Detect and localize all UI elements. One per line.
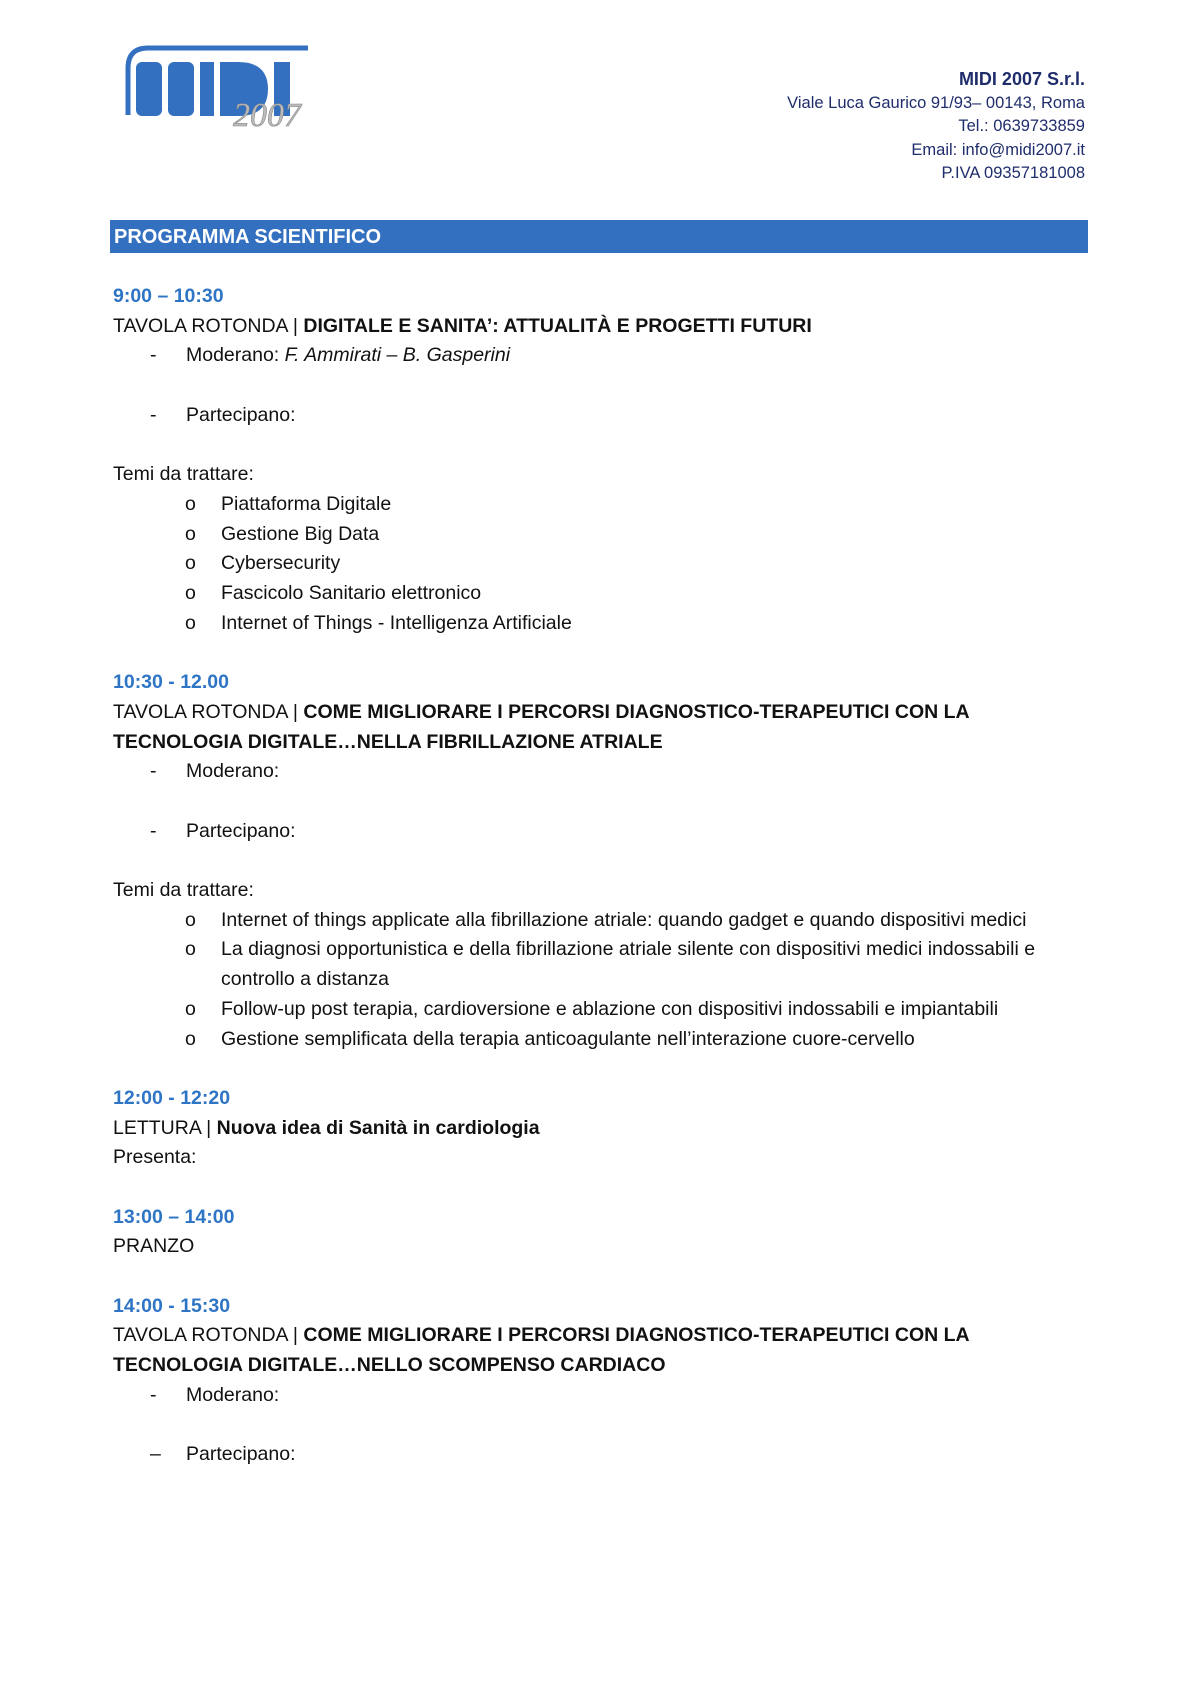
moderators-line: [113, 1381, 1093, 1411]
section-banner: PROGRAMMA SCIENTIFICO: [110, 220, 1088, 253]
participants-line: [113, 1440, 1093, 1470]
list-item: [113, 490, 1093, 520]
topic-text: Internet of Things - Intelligenza Artificiale: [221, 611, 572, 634]
topic-text: Internet of things applicate alla fibrillazione atriale: quando gadget e quando dispositivi medici: [221, 908, 1027, 931]
company-address: Viale Luca Gaurico 91/93– 00143, Roma: [787, 93, 1085, 112]
bullet-marker: o: [185, 611, 196, 634]
topic-text: Fascicolo Sanitario elettronico: [221, 582, 482, 604]
topic-text: Follow-up post terapia, cardioversione e ablazione con dispositivi indossabili e impiantabili: [221, 997, 999, 1020]
company-name: MIDI 2007 S.r.l.: [958, 69, 1085, 89]
topic-text: Piattaforma Digitale: [221, 492, 392, 515]
session-title: DIGITALE E SANITA’: ATTUALITÀ E PROGETTI FUTURI: [303, 314, 812, 337]
session-title: Nuova idea di Sanità in cardiologia: [216, 1116, 540, 1139]
list-item: [113, 609, 1093, 639]
dash-marker: -: [150, 1383, 157, 1406]
dash-marker: -: [150, 403, 157, 426]
list-item: [113, 1025, 1093, 1055]
moderators-names: F. Ammirati – B. Gasperini: [284, 344, 511, 367]
session-time: 10:30 - 12.00: [113, 671, 230, 694]
svg-text:2007: 2007: [233, 97, 301, 134]
session-time: 13:00 – 14:00: [113, 1205, 235, 1228]
moderano-label: Moderano:: [186, 344, 285, 367]
moderators-line: [113, 341, 1093, 371]
session-heading: [113, 1114, 1093, 1144]
company-tel: Tel.: 0639733859: [958, 117, 1085, 135]
company-piva: P.IVA 09357181008: [941, 164, 1085, 182]
program-content: [113, 282, 1093, 1470]
bullet-marker: o: [185, 997, 196, 1020]
topics-label: Temi da trattare:: [113, 878, 254, 901]
topic-text: La diagnosi opportunistica e della fibrillazione atriale silente con dispositivi medici indossabili e controllo a distanza: [221, 938, 1036, 991]
list-item: [113, 935, 1093, 994]
bullet-marker: o: [185, 1027, 196, 1050]
session-heading: [113, 698, 1093, 757]
session-time: 12:00 - 12:20: [113, 1086, 231, 1109]
session-type: TAVOLA ROTONDA |: [113, 314, 304, 337]
topic-text: Cybersecurity: [221, 552, 341, 575]
partecipano-label: Partecipano:: [186, 1443, 296, 1466]
bullet-marker: o: [185, 938, 196, 961]
session-title: COME MIGLIORARE I PERCORSI DIAGNOSTICO-TERAPEUTICI CON LA TECNOLOGIA DIGITALE…NELLA FIBRILLAZIONE ATRIALE: [113, 700, 969, 753]
moderators-line: [113, 757, 1093, 787]
session-heading: [113, 312, 1093, 342]
session-type: LETTURA |: [113, 1116, 217, 1139]
moderano-label: Moderano:: [186, 760, 280, 783]
midi-2007-logo: [118, 40, 328, 140]
bullet-marker: o: [185, 908, 196, 931]
topic-text: Gestione Big Data: [221, 522, 380, 545]
topics-label: Temi da trattare:: [113, 463, 254, 486]
bullet-marker: o: [185, 552, 196, 575]
partecipano-label: Partecipano:: [186, 819, 296, 842]
bullet-marker: o: [185, 582, 196, 604]
participants-line: [113, 401, 1093, 431]
moderano-label: Moderano:: [186, 1383, 280, 1406]
dash-marker: -: [150, 819, 157, 842]
list-item: [113, 906, 1093, 936]
list-item: [113, 549, 1093, 579]
dash-marker: -: [150, 760, 157, 783]
participants-line: [113, 817, 1093, 847]
session-type: TAVOLA ROTONDA |: [113, 700, 304, 723]
list-item: [113, 995, 1093, 1025]
session-time: 14:00 - 15:30: [113, 1294, 231, 1317]
lunch-label: PRANZO: [113, 1235, 195, 1258]
dash-marker: –: [150, 1443, 161, 1466]
session-type: TAVOLA ROTONDA |: [113, 1324, 304, 1347]
bullet-marker: o: [185, 492, 196, 515]
session-title: COME MIGLIORARE I PERCORSI DIAGNOSTICO-TERAPEUTICI CON LA TECNOLOGIA DIGITALE…NELLO SCOMPENSO CARDIACO: [113, 1324, 969, 1377]
session-heading: [113, 1321, 1093, 1380]
topic-text: Gestione semplificata della terapia anticoagulante nell’interazione cuore-cervello: [221, 1027, 915, 1050]
partecipano-label: Partecipano:: [186, 403, 296, 426]
list-item: [113, 520, 1093, 550]
list-item: [113, 579, 1093, 609]
presenta-label: Presenta:: [113, 1146, 197, 1169]
dash-marker: -: [150, 344, 157, 367]
session-time: 9:00 – 10:30: [113, 285, 224, 307]
company-email: Email: info@midi2007.it: [911, 140, 1085, 159]
bullet-marker: o: [185, 522, 196, 545]
company-info: [787, 68, 1085, 186]
